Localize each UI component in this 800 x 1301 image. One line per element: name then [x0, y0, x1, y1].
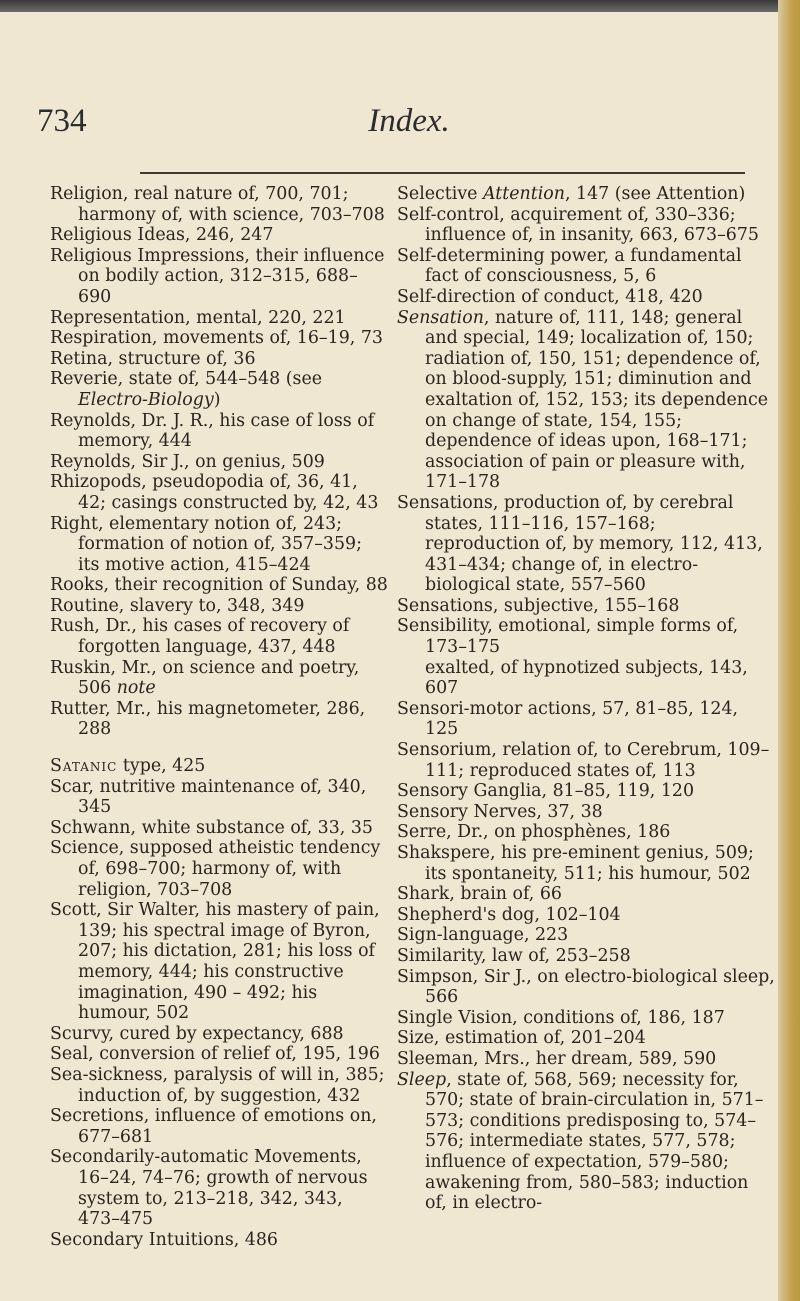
- entry-text: ): [213, 389, 221, 410]
- page-title: Index.: [368, 103, 450, 139]
- index-entry: Scurvy, cured by expectancy, 688: [50, 1023, 344, 1044]
- entry-smallcaps: Satanic: [50, 756, 118, 777]
- index-entry: Respiration, movements of, 16–19, 73: [50, 328, 383, 349]
- index-entry: Sensorium, relation of, to Cerebrum, 109–111; reproduced states of, 113: [397, 740, 770, 781]
- index-entry: Sea-sickness, paralysis of will in, 385; induction of, by suggestion, 432: [50, 1064, 385, 1106]
- page-number: 734: [37, 103, 87, 139]
- index-entry: Rutter, Mr., his magnetometer, 286, 288: [50, 698, 366, 740]
- index-entry: Sensory Nerves, 37, 38: [397, 801, 603, 822]
- scan-top-band: [0, 0, 800, 12]
- index-entry: Secretions, influence of emotions on, 677–681: [50, 1106, 377, 1147]
- entry-italic: note: [116, 678, 156, 699]
- index-entry: Sensation, nature of, 111, 148; general and special, 149; localization of, 150; radiation of, 150, 151; dependence of, on blood-supply, 151; diminution and exaltation of, 152, 153; its dependence on change of state, 154, 155; dependence of ideas upon, 168–171; association of pain or pleasure with, 171–178: [397, 307, 769, 493]
- index-entry: Rhizopods, pseudopodia of, 36, 41, 42; casings constructed by, 42, 43: [50, 472, 379, 513]
- index-entry: Secondary Intuitions, 486: [50, 1229, 278, 1250]
- index-entry: Routine, slavery to, 348, 349: [50, 595, 305, 616]
- index-entry: Scott, Sir Walter, his mastery of pain, 139; his spectral image of Byron, 207; his dictation, 281; his loss of memory, 444; his constructive imagination, 490 – 492; his humour, 502: [50, 900, 380, 1024]
- index-entry: [50, 756, 388, 777]
- index-entry: Sleeman, Mrs., her dream, 589, 590: [397, 1048, 717, 1069]
- entry-italic: Sensation: [397, 307, 484, 328]
- index-subentry: exalted, of hypnotized subjects, 143, 607: [425, 657, 748, 699]
- index-entry: Serre, Dr., on phosphènes, 186: [397, 822, 671, 843]
- page-edge: [778, 0, 800, 1301]
- index-entry: Reynolds, Sir J., on genius, 509: [50, 451, 325, 472]
- index-entry: Rush, Dr., his cases of recovery of forgotten language, 437, 448: [50, 616, 350, 658]
- entry-italic: Sleep: [397, 1069, 447, 1090]
- index-entry: Size, estimation of, 201–204: [397, 1028, 646, 1049]
- index-column-left: [50, 184, 388, 1250]
- index-entry: Religious Impressions, their influence on bodily action, 312–315, 688–690: [50, 245, 385, 307]
- index-entry: Retina, structure of, 36: [50, 348, 256, 369]
- index-entry: Sensory Ganglia, 81–85, 119, 120: [397, 781, 695, 802]
- index-entry: Shepherd's dog, 102–104: [397, 904, 621, 925]
- index-entry: Secondarily-automatic Movements, 16–24, 74–76; growth of nervous system to, 213–218, 342, 343, 473–475: [50, 1147, 368, 1230]
- index-entry: Self-control, acquirement of, 330–336; influence of, in insanity, 663, 673–675: [397, 204, 759, 246]
- index-entry: Religion, real nature of, 700, 701; harmony of, with science, 703–708: [50, 184, 385, 225]
- index-entry: Self-determining power, a fundamental fact of consciousness, 5, 6: [397, 245, 742, 287]
- index-entry: Reynolds, Dr. J. R., his case of loss of memory, 444: [50, 410, 375, 452]
- index-entry: Self-direction of conduct, 418, 420: [397, 286, 703, 307]
- index-entry: Religious Ideas, 246, 247: [50, 225, 274, 246]
- index-entry: Sign-language, 223: [397, 925, 569, 946]
- index-entry: Seal, conversion of relief of, 195, 196: [50, 1044, 380, 1065]
- header-rule: [140, 172, 745, 174]
- entry-italic: Attention: [483, 184, 565, 204]
- entry-italic: Electro-Biology: [78, 389, 214, 410]
- index-entry: Similarity, law of, 253–258: [397, 945, 631, 966]
- index-entry: Representation, mental, 220, 221: [50, 307, 346, 328]
- index-entry: Sensations, production of, by cerebral states, 111–116, 157–168; reproduction of, by memory, 112, 413, 431–434; change of, in electro-biological state, 557–560: [397, 492, 763, 596]
- index-entry: Sensibility, emotional, simple forms of, 173–175: [397, 616, 739, 658]
- entry-text: Reverie, state of, 544–548 (see: [50, 369, 323, 390]
- entry-text: Ruskin, Mr., on science and poetry, 506: [50, 657, 360, 699]
- index-column-right: [397, 184, 775, 1214]
- index-entry: [50, 369, 388, 410]
- index-entry: Schwann, white substance of, 33, 35: [50, 817, 373, 838]
- index-entry: Shark, brain of, 66: [397, 884, 562, 905]
- index-entry: Sleep, state of, 568, 569; necessity for, 570; state of brain-circulation in, 571–573; conditions predisposing to, 574–576; intermediate states, 577, 578; influence of expectation, 579–580; awakening from, 580–583; induction of, in electro-: [397, 1069, 764, 1214]
- index-entry: Scar, nutritive maintenance of, 340, 345: [50, 776, 367, 818]
- letter-gap: [50, 740, 388, 756]
- entry-text: type, 425: [117, 756, 206, 777]
- index-entry: Science, supposed atheistic tendency of, 698–700; harmony of, with religion, 703–708: [50, 838, 381, 900]
- index-entry: Sensori-motor actions, 57, 81–85, 124, 125: [397, 698, 739, 740]
- index-entry: [50, 658, 388, 699]
- index-entry: Shakspere, his pre-eminent genius, 509; its spontaneity, 511; his humour, 502: [397, 843, 754, 884]
- index-entry: Simpson, Sir J., on electro-biological sleep, 566: [397, 966, 775, 1008]
- index-entry: Single Vision, conditions of, 186, 187: [397, 1007, 725, 1028]
- index-entry: Sensations, subjective, 155–168: [397, 595, 680, 616]
- index-entry: Rooks, their recognition of Sunday, 88: [50, 575, 388, 596]
- index-entry: Right, elementary notion of, 243; formation of notion of, 357–359; its motive action, 415–424: [50, 513, 362, 575]
- index-entry: Selective Attention, 147 (see Attention): [397, 184, 746, 204]
- page-header: [0, 103, 800, 163]
